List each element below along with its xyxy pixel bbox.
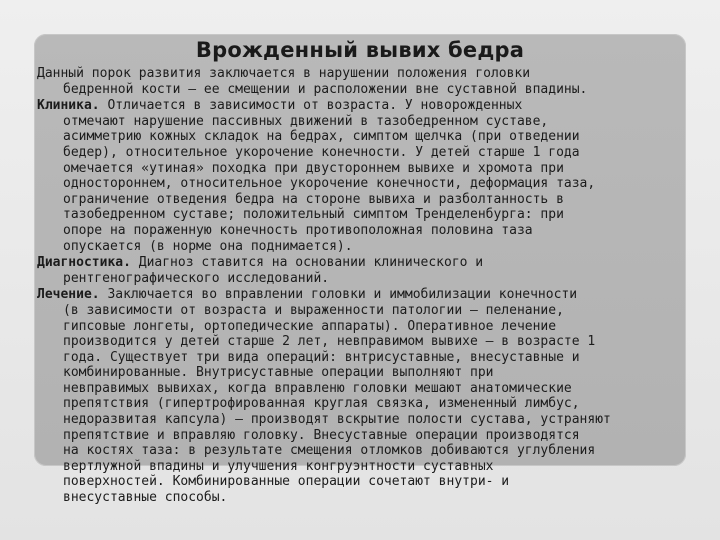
text-line: тазобедренном суставе; положительный симптом Тренделенбурга: при bbox=[63, 207, 564, 223]
text-line: асимметрию кожных складок на бедрах, симптом щелчка (при отведении bbox=[63, 129, 580, 145]
text-line: рентгенографического исследований. bbox=[63, 270, 330, 286]
text-line: одностороннем, относительное укорочение конечности, деформация таза, bbox=[63, 176, 596, 192]
clinic-heading: Клиника. bbox=[37, 98, 100, 114]
text-line: опоре на пораженную конечность противоположная половина таза bbox=[63, 222, 533, 238]
text-line: препятствие и вправляю головку. Внесуставные операции производятся bbox=[63, 427, 580, 443]
text-line: поверхностей. Комбинированные операции сочетают внутри- и bbox=[63, 474, 510, 490]
slide-title: Врожденный вывих бедра bbox=[195, 38, 525, 62]
text-line: препятствия (гипертрофированная круглая связка, измененный лимбус, bbox=[63, 396, 580, 412]
paragraph-intro bbox=[37, 66, 697, 97]
text-line: вертлужной впадины и улучшения конгруэнтности суставных bbox=[63, 458, 494, 474]
treatment-heading: Лечение. bbox=[37, 287, 100, 303]
paragraph-clinic bbox=[37, 98, 697, 254]
text-line: невправимых вывихах, когда вправленю головки мешают анатомические bbox=[63, 380, 572, 396]
slide-body bbox=[37, 66, 697, 507]
text-fragment: Диагноз ставится на основании клинического и bbox=[130, 255, 484, 271]
text-line: гипсовые лонгеты, ортопедические аппараты). Оперативное лечение bbox=[63, 318, 557, 334]
text-line: комбинированные. Внутрисуставные операции выполняют при bbox=[63, 365, 494, 381]
text-fragment: Заключается во вправлении головки и иммобилизации конечности bbox=[99, 287, 578, 303]
text-line: на костях таза: в результате смещения отломков добиваются углубления bbox=[63, 443, 596, 459]
text-line: года. Существует три вида операций: внтрисуставные, внесуставные и bbox=[63, 349, 580, 365]
text-line-first bbox=[37, 287, 697, 303]
text-line: производится у детей старше 2 лет, невправимом вывихе – в возрасте 1 bbox=[63, 334, 596, 350]
text-line: ограничение отведения бедра на стороне вывиха и разболтанность в bbox=[63, 191, 564, 207]
text-line-first bbox=[37, 255, 697, 271]
diagnostics-heading: Диагностика. bbox=[37, 255, 131, 271]
text-line: омечается «утиная» походка при двустороннем вывихе и хромота при bbox=[63, 160, 564, 176]
text-fragment: Отличается в зависимости от возраста. У новорожденных bbox=[99, 98, 523, 114]
text-line: бедер), относительное укорочение конечности. У детей старше 1 года bbox=[63, 144, 580, 160]
paragraph-treatment bbox=[37, 287, 697, 505]
text-line: (в зависимости от возраста и выраженности патологии – пеленание, bbox=[63, 302, 564, 318]
text-line-first bbox=[37, 98, 697, 114]
text-line: опускается (в норме она поднимается). bbox=[63, 238, 353, 254]
text-line: Данный порок развития заключается в нарушении положения головки bbox=[37, 66, 531, 81]
text-line: внесуставные способы. bbox=[63, 490, 228, 506]
text-line: недоразвитая капсула) – производят вскрытие полости сустава, устраняют bbox=[63, 412, 611, 428]
paragraph-diagnostics bbox=[37, 255, 697, 286]
text-line: отмечают нарушение пассивных движений в тазобедренном суставе, bbox=[63, 113, 549, 129]
text-line: бедренной кости – ее смещении и расположении вне суставной впадины. bbox=[63, 81, 588, 97]
